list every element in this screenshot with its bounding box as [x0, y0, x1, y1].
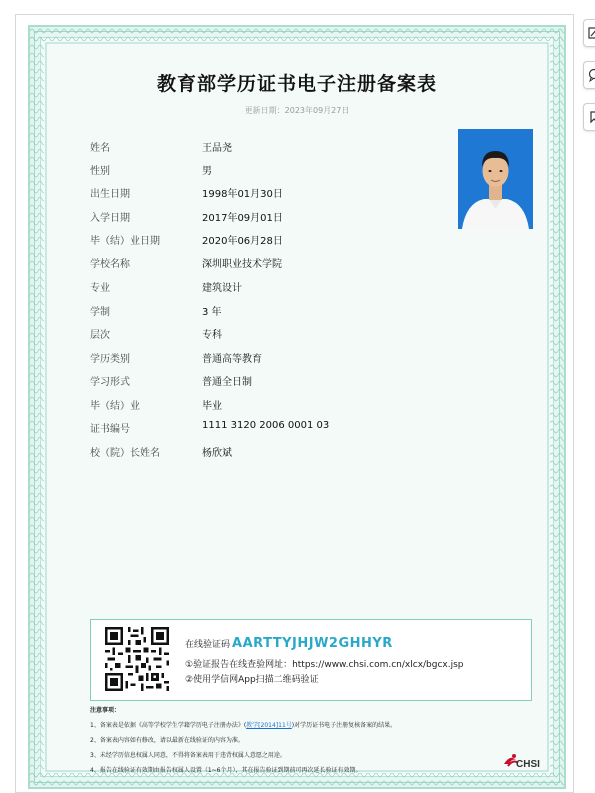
field-label: 姓名: [90, 139, 200, 154]
note-item: 4、报告在线验证有效期由报告权属人设置（1~6个月），其在报告验证到期前可再次延长验证有效期。: [90, 765, 530, 774]
qr-code-icon[interactable]: [105, 627, 169, 691]
field-label: 校（院）长姓名: [90, 444, 200, 459]
notes-title: 注意事项：: [90, 705, 530, 714]
note-item: 3、未经学历信息权属人同意，不得将备案表用于违背权属人意愿之用途。: [90, 750, 530, 759]
note-item: 2、备案表内容如有修改，请以最新在线验证的内容为准。: [90, 735, 530, 744]
field-value: 1111 3120 2006 0001 03: [202, 420, 329, 431]
note-text: 1、备案表是依据《高等学校学生学籍学历电子注册办法》(: [90, 722, 246, 729]
field-value: 建筑设计: [202, 279, 242, 294]
field-label: 出生日期: [90, 185, 200, 200]
field-label: 证书编号: [90, 420, 200, 435]
verification-app-text: ②使用学信网App扫描二维码验证: [185, 672, 319, 685]
field-label: 学习形式: [90, 373, 200, 388]
field-label: 入学日期: [90, 209, 200, 224]
field-label: 性别: [90, 162, 200, 177]
field-label: 学制: [90, 303, 200, 318]
chsi-logo-text: CHSI: [516, 759, 540, 770]
field-value: 王品尧: [202, 139, 232, 154]
field-value: 普通高等教育: [202, 350, 262, 365]
regulation-link[interactable]: 教学[2014]11号: [246, 722, 292, 729]
field-label: 层次: [90, 326, 200, 341]
field-label: 毕（结）业日期: [90, 232, 200, 247]
edit-icon[interactable]: [583, 19, 595, 47]
field-value: 深圳职业技术学院: [202, 255, 282, 270]
field-value: 普通全日制: [202, 373, 252, 388]
field-value: 毕业: [202, 397, 222, 412]
field-label: 毕（结）业: [90, 397, 200, 412]
comment-icon[interactable]: [583, 61, 595, 89]
certificate-frame: [28, 25, 566, 789]
verification-code-label: 在线验证码: [185, 640, 230, 650]
field-value: 2020年06月28日: [202, 232, 283, 247]
field-value: 男: [202, 162, 212, 177]
verification-code: AARTTYJHJW2GHHYR: [232, 636, 393, 651]
field-label: 专业: [90, 279, 200, 294]
student-photo: [458, 129, 533, 229]
verification-code-line: [185, 636, 393, 651]
note-item: [90, 720, 530, 729]
field-label: 学校名称: [90, 255, 200, 270]
field-label: 学历类别: [90, 350, 200, 365]
document-page: [15, 14, 574, 793]
update-date: 更新日期：2023年09月27日: [30, 105, 564, 116]
field-value: 专科: [202, 326, 222, 341]
online-verification-box: [90, 619, 532, 701]
notes-section: [90, 705, 530, 780]
field-value: 1998年01月30日: [202, 185, 283, 200]
note-text: )对学历证书电子注册复核备案的结果。: [292, 722, 396, 729]
verification-url-text: ①验证报告在线查验网址：https://www.chsi.com.cn/xlcx/bgcx.jsp: [185, 657, 464, 670]
bookmark-icon[interactable]: [583, 103, 595, 131]
field-value: 2017年09月01日: [202, 209, 283, 224]
field-value: 3 年: [202, 303, 222, 318]
document-title: 教育部学历证书电子注册备案表: [30, 69, 564, 96]
field-value: 杨欣斌: [202, 444, 232, 459]
